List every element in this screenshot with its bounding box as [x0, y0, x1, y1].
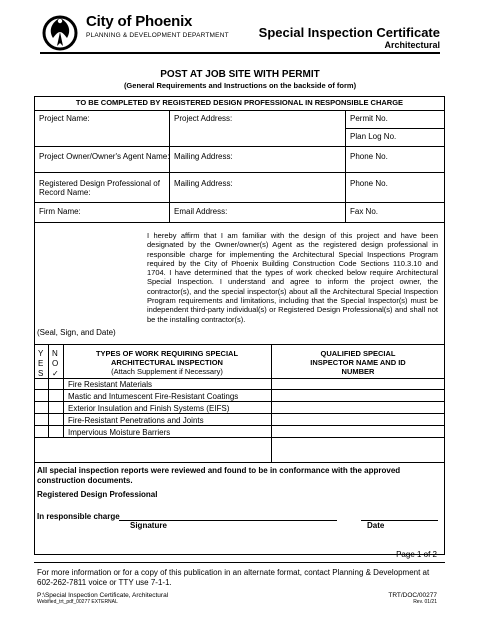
plan-log-no-label: Plan Log No. [350, 132, 397, 141]
inspector-header: QUALIFIED SPECIAL INSPECTOR NAME AND ID NUMBER [310, 349, 406, 376]
work-type-row: Mastic and Intumescent Fire-Resistant Coatings [68, 392, 239, 401]
owner-agent-name-label: Project Owner/Owner's Agent Name: [39, 152, 170, 161]
affirmation-text: I hereby affirm that I am familiar with the design of this project and have been designated by the Owner/owner(s) Agent as the registered design professional in responsible charge for implementing the Architectural Special Inspections Program required by the City of Phoenix Building Construction Code Sections 110.3.10 and 1704. I have determined that the types of work checked below require Architectural Special Inspection. I understand and agree to inform the project owner, the contractor(s), and the special inspector(s) about all the Architectural Special Inspection Program requirements and limitations, including that the Special Inspector(s) must be independent third-party individual(s) or Registered Design Professional(s) and shall not be the installing contractor(s). [147, 231, 438, 324]
conformance-line1: All special inspection reports were reviewed and found to be in conformance with the approved [37, 466, 401, 475]
rdp-label: Registered Design Professional [37, 490, 158, 499]
rdp-name-label-line1: Registered Design Professional of [39, 179, 160, 188]
rdp-name-label-line2: Record Name: [39, 188, 91, 197]
seal-label: (Seal, Sign, and Date) [37, 328, 116, 337]
divider [345, 128, 445, 129]
header-rule [40, 52, 440, 54]
yes-column-header: Y E S [38, 349, 44, 378]
work-type-row: Impervious Moisture Barriers [68, 428, 171, 437]
footer-note-line2: 602-262-7811 voice or TTY use 7-1-1. [37, 578, 172, 587]
footer-rule [34, 562, 445, 563]
org-name: City of Phoenix [86, 13, 193, 30]
work-type-row: Fire-Resistant Penetrations and Joints [68, 416, 204, 425]
phone-no-label: Phone No. [350, 152, 388, 161]
date-label: Date [367, 521, 385, 530]
work-type-row: Exterior Insulation and Finish Systems (EIFS) [68, 404, 230, 413]
footer-path: P:\Special Inspection Certificate, Architectural [37, 592, 169, 599]
signature-label: Signature [130, 521, 167, 530]
divider [34, 344, 445, 345]
firm-name-label: Firm Name: [39, 207, 81, 216]
divider [34, 378, 445, 379]
footer-file: Webified_trt_pdf_00277 EXTERNAL [37, 599, 118, 605]
divider [34, 222, 445, 223]
permit-no-label: Permit No. [350, 114, 388, 123]
in-responsible-charge-label: In responsible charge [37, 512, 120, 521]
footer-rev: Rev. 01/21 [413, 599, 437, 605]
project-name-label: Project Name: [39, 114, 90, 123]
no-column-header: N O ✓ [52, 349, 59, 378]
post-title: POST AT JOB SITE WITH PERMIT [160, 69, 320, 80]
footer-code: TRT/DOC/00277 [388, 592, 437, 599]
project-address-label: Project Address: [174, 114, 233, 123]
types-of-work-header: TYPES OF WORK REQUIRING SPECIAL ARCHITECTURAL INSPECTION (Attach Supplement if Necessary) [95, 349, 239, 376]
phone-no-label: Phone No. [350, 179, 388, 188]
post-subtitle: (General Requirements and Instructions on the backside of form) [123, 81, 357, 90]
email-address-label: Email Address: [174, 207, 228, 216]
divider [34, 172, 445, 173]
org-department: PLANNING & DEVELOPMENT DEPARTMENT [86, 32, 229, 39]
divider [169, 110, 170, 222]
divider [34, 110, 445, 111]
document-subtitle: Architectural [384, 40, 440, 50]
conformance-line2: construction documents. [37, 476, 133, 485]
footer-note-line1: For more information or for a copy of this publication in an alternate format, contact Planning & Development at [37, 568, 430, 577]
divider [34, 146, 445, 147]
work-type-row: Fire Resistant Materials [68, 380, 153, 389]
page-number: Page 1 of 2 [396, 550, 437, 559]
fax-no-label: Fax No. [350, 207, 379, 216]
form-frame [34, 96, 445, 555]
divider [345, 110, 346, 222]
mailing-address-label: Mailing Address: [174, 179, 233, 188]
section-header: TO BE COMPLETED BY REGISTERED DESIGN PROFESSIONAL IN RESPONSIBLE CHARGE [75, 98, 404, 107]
divider [34, 462, 445, 463]
mailing-address-label: Mailing Address: [174, 152, 233, 161]
divider [34, 202, 445, 203]
divider [48, 344, 49, 437]
phoenix-bird-logo-icon [40, 12, 80, 52]
document-title: Special Inspection Certificate [258, 25, 440, 40]
